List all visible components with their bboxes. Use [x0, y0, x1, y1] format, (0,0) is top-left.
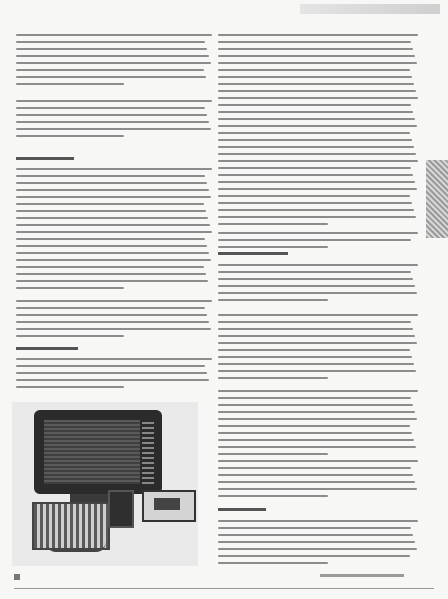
text-line: [16, 69, 204, 71]
text-line: [218, 232, 418, 234]
text-line: [16, 182, 207, 184]
text-line: [218, 446, 416, 448]
footer-rule: [14, 588, 434, 589]
text-line: [218, 146, 414, 148]
text-line: [218, 534, 413, 536]
text-line: [218, 55, 415, 57]
text-line: [218, 223, 328, 225]
text-line: [218, 132, 410, 134]
text-line: [218, 97, 418, 99]
text-line: [16, 114, 207, 116]
text-line: [16, 259, 211, 261]
monitor-side-panel: [142, 420, 154, 484]
text-line: [16, 175, 205, 177]
section-heading: [218, 252, 288, 255]
text-line: [218, 118, 415, 120]
section-side-tab: [426, 160, 448, 238]
text-line: [16, 280, 208, 282]
text-line: [16, 273, 206, 275]
text-line: [218, 239, 411, 241]
text-line: [16, 238, 205, 240]
text-line: [16, 386, 124, 388]
text-line: [218, 356, 412, 358]
section-heading: [16, 347, 78, 350]
text-line: [16, 231, 212, 233]
section-heading: [218, 508, 266, 511]
text-line: [16, 245, 207, 247]
text-line: [16, 224, 210, 226]
text-line: [218, 488, 417, 490]
text-line: [218, 41, 411, 43]
text-line: [16, 55, 209, 57]
text-line: [218, 390, 418, 392]
text-line: [218, 76, 412, 78]
monitor: [34, 410, 162, 494]
text-line: [16, 328, 211, 330]
text-line: [218, 335, 415, 337]
text-line: [16, 189, 209, 191]
text-line: [218, 104, 411, 106]
text-line: [218, 321, 411, 323]
text-line: [16, 335, 124, 337]
text-line: [16, 372, 207, 374]
text-line: [218, 541, 415, 543]
keypad-unit: [108, 490, 134, 528]
text-line: [218, 439, 414, 441]
text-line: [16, 314, 207, 316]
text-line: [218, 328, 413, 330]
text-line: [16, 266, 204, 268]
text-line: [16, 203, 204, 205]
text-line: [218, 527, 411, 529]
text-line: [218, 292, 417, 294]
text-line: [218, 139, 412, 141]
text-line: [16, 307, 205, 309]
text-line: [218, 418, 417, 420]
text-line: [16, 365, 205, 367]
text-line: [218, 481, 415, 483]
text-line: [218, 153, 416, 155]
text-line: [16, 107, 205, 109]
text-line: [218, 216, 416, 218]
text-line: [16, 76, 206, 78]
text-line: [218, 349, 410, 351]
text-line: [218, 467, 411, 469]
text-line: [218, 195, 410, 197]
text-line: [16, 379, 209, 381]
cassette-recorder: [142, 490, 196, 522]
text-line: [218, 278, 413, 280]
text-line: [16, 287, 124, 289]
text-line: [218, 209, 414, 211]
cassette-window: [154, 498, 180, 510]
text-line: [218, 495, 328, 497]
text-line: [16, 321, 209, 323]
text-line: [16, 210, 206, 212]
text-line: [218, 246, 328, 248]
text-line: [16, 168, 212, 170]
text-line: [218, 202, 412, 204]
text-line: [16, 62, 211, 64]
text-line: [218, 62, 417, 64]
text-line: [16, 83, 124, 85]
page-header-band: [300, 4, 440, 14]
text-line: [218, 48, 413, 50]
text-line: [16, 34, 212, 36]
text-line: [218, 342, 417, 344]
text-line: [218, 299, 328, 301]
text-line: [16, 121, 209, 123]
computer-setup-photo: [12, 402, 198, 566]
text-line: [16, 128, 211, 130]
text-line: [218, 474, 413, 476]
text-line: [218, 363, 414, 365]
text-line: [16, 100, 212, 102]
text-line: [218, 111, 413, 113]
text-line: [218, 555, 410, 557]
page-number-mark: [14, 574, 20, 580]
text-line: [16, 196, 211, 198]
text-line: [218, 397, 411, 399]
text-line: [218, 453, 328, 455]
text-line: [218, 90, 416, 92]
text-line: [218, 69, 410, 71]
text-line: [16, 41, 205, 43]
monitor-screen: [44, 420, 140, 484]
text-line: [218, 264, 418, 266]
text-line: [218, 285, 415, 287]
text-line: [16, 217, 208, 219]
text-line: [218, 314, 418, 316]
connecting-cable: [46, 542, 106, 552]
footer-running-title: [320, 574, 404, 577]
text-line: [218, 34, 418, 36]
section-heading: [16, 157, 74, 160]
text-line: [218, 432, 412, 434]
text-line: [218, 411, 415, 413]
text-line: [16, 48, 207, 50]
text-line: [218, 188, 417, 190]
text-line: [16, 300, 212, 302]
text-line: [218, 377, 328, 379]
text-line: [218, 520, 418, 522]
text-line: [218, 370, 416, 372]
text-line: [218, 271, 411, 273]
text-line: [16, 135, 124, 137]
text-line: [218, 125, 417, 127]
text-line: [218, 548, 417, 550]
text-line: [218, 167, 411, 169]
text-line: [16, 358, 212, 360]
text-line: [218, 460, 418, 462]
text-line: [218, 83, 414, 85]
text-line: [218, 160, 418, 162]
text-line: [218, 181, 415, 183]
text-line: [218, 562, 328, 564]
text-line: [218, 404, 413, 406]
text-line: [218, 425, 410, 427]
text-line: [16, 252, 209, 254]
text-line: [218, 174, 413, 176]
